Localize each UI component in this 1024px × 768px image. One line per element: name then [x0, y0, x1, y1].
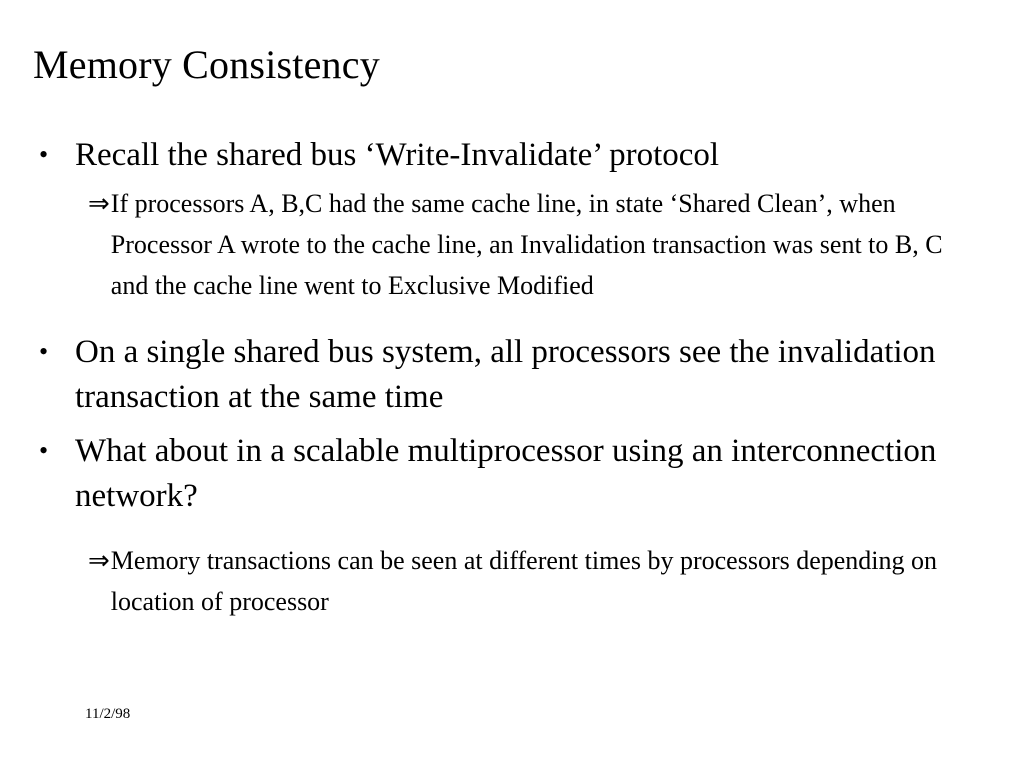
sub-bullet-text: If processors A, B,C had the same cache line, in state ‘Shared Clean’, when Processor A wrote to the cache line, an Invalidation transaction was sent to B, C and the cache line went to Exclusive Modified	[110, 188, 943, 300]
bullet-text: On a single shared bus system, all processors see the invalidation transaction at the same time	[75, 333, 936, 416]
bullet-marker-arrow: ⇒	[88, 188, 110, 218]
bullet-text: Recall the shared bus ‘Write-Invalidate’ protocol	[75, 137, 720, 173]
bullet-marker-dot: •	[39, 140, 49, 169]
bullet-marker-arrow: ⇒	[88, 545, 110, 575]
bullet-item	[33, 133, 983, 179]
bullet-item	[33, 330, 983, 421]
bullet-marker-dot: •	[39, 435, 49, 465]
sub-bullet-item	[88, 540, 943, 622]
spacer	[33, 316, 983, 330]
bullet-item	[33, 429, 983, 520]
bullet-text: What about in a scalable multiprocessor using an interconnection network?	[75, 432, 937, 515]
sub-bullet-text: Memory transactions can be seen at different times by processors depending on location of processor	[110, 545, 938, 616]
bullet-marker-dot: •	[39, 336, 49, 366]
sub-bullet-item	[88, 183, 943, 306]
spacer	[33, 522, 983, 536]
footer-date: 11/2/98	[85, 706, 131, 722]
slide-body	[33, 133, 983, 632]
page-title: Memory Consistency	[33, 42, 380, 87]
